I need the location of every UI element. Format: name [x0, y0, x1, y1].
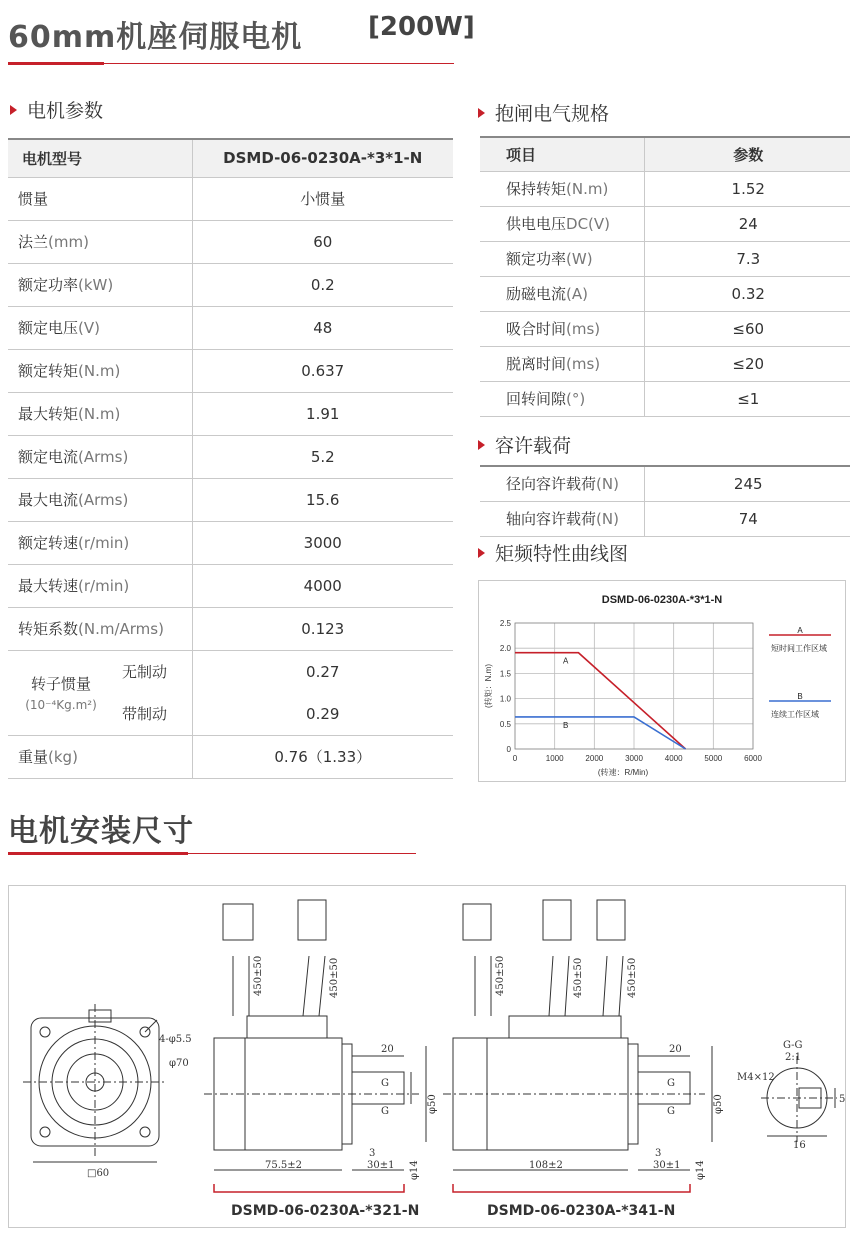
- load-table: [480, 465, 850, 537]
- table-row-load-0-label-text: 径向容许载荷: [506, 475, 597, 494]
- dim-cable-a1: 450±50: [253, 955, 264, 996]
- rotor-inertia-unit: (10⁻⁴Kg.m²): [25, 698, 97, 712]
- table-row-motor-10-label: [8, 607, 192, 650]
- table-row-brake-4-value: ≤60: [644, 311, 850, 346]
- table-header-row: [8, 139, 453, 177]
- table-row-motor-8-value: 3000: [192, 521, 453, 564]
- dim-body-b: 108±2: [529, 1160, 563, 1171]
- table-row-load-0-label: [480, 466, 644, 501]
- col-param: 参数: [644, 137, 850, 171]
- y-axis-label: (转矩：N.m): [484, 664, 493, 708]
- dim-shaft-dia-a: φ14: [409, 1160, 420, 1180]
- dim-cable-b3: 450±50: [627, 957, 638, 998]
- legend-desc-B: 连续工作区域: [771, 710, 819, 719]
- y-tick-label-1: 0.5: [499, 719, 511, 729]
- table-row-brake-5-label-text: 脱离时间: [506, 355, 567, 373]
- table-row-motor-8-unit: (r/min): [78, 534, 130, 552]
- table-row-motor-9-value: 4000: [192, 564, 453, 607]
- dim-cable-a2: 450±50: [329, 957, 340, 998]
- table-row-motor-1-label: [8, 220, 192, 263]
- table-row-motor-7-unit: (Arms): [78, 491, 129, 509]
- dim-thread: M4×12: [737, 1072, 775, 1083]
- table-row-brake-4: [480, 311, 850, 346]
- table-row-motor-4-unit: (N.m): [78, 362, 121, 380]
- series-line-A: [515, 653, 686, 749]
- table-row-motor-9-label-text: 最大转速: [18, 577, 79, 595]
- table-row-motor-2-label-text: 额定功率: [18, 276, 79, 294]
- table-row-brake-4-unit: (ms): [566, 320, 601, 338]
- load-heading-text: 容许载荷: [495, 435, 572, 457]
- table-row-motor-3-value: 48: [192, 306, 453, 349]
- with-brake-value: 0.29: [192, 693, 453, 736]
- col-model-key: 电机型号: [8, 139, 192, 177]
- table-row-motor-5: [8, 392, 453, 435]
- motor-b-side-view: [443, 900, 712, 1170]
- install-heading: 电机安装尺寸: [8, 814, 194, 849]
- table-row-brake-1-value: 24: [644, 206, 850, 241]
- table-row-brake-0-unit: (N.m): [566, 180, 609, 198]
- table-row-brake-2-label-text: 额定功率: [506, 250, 567, 268]
- dimension-drawing-frame: [8, 885, 846, 1228]
- install-underline: [188, 853, 416, 854]
- table-row-brake-0-value: 1.52: [644, 171, 850, 206]
- table-row-motor-10: [8, 607, 453, 650]
- table-row-brake-6-value: ≤1: [644, 381, 850, 416]
- dim-key-b: 30±1: [653, 1160, 681, 1171]
- page-title: 60mm机座伺服电机: [8, 20, 303, 55]
- table-row-brake-2: [480, 241, 850, 276]
- dim-holes: 4-φ5.5: [159, 1034, 192, 1045]
- table-row-motor-1-label-text: 法兰: [18, 233, 49, 251]
- y-tick-label-2: 1.0: [499, 694, 511, 704]
- rotor-inertia-cell: [8, 650, 192, 735]
- table-row-motor-10-label-text: 转矩系数: [18, 620, 79, 638]
- table-row-brake-1: [480, 206, 850, 241]
- x-axis-label: (转速：R/Min): [597, 768, 649, 777]
- dim-g-b2: G: [667, 1106, 675, 1117]
- col-item: 项目: [480, 137, 644, 171]
- bullet-triangle-icon: [478, 548, 485, 558]
- series-label-B: B: [563, 720, 569, 730]
- y-tick-label-5: 2.5: [499, 619, 511, 628]
- table-row-motor-3-unit: (V): [78, 319, 100, 337]
- legend-name-A: A: [797, 626, 803, 635]
- table-row-motor-1-unit: (mm): [48, 233, 89, 251]
- table-row-motor-0: [8, 177, 453, 220]
- bullet-triangle-icon: [478, 440, 485, 450]
- dim-spigot-b: φ50: [713, 1094, 724, 1114]
- dim-key-width: 5: [839, 1094, 845, 1105]
- table-row-motor-6-unit: (Arms): [78, 448, 129, 466]
- rotor-inertia-label: 转子惯量: [30, 675, 91, 693]
- table-row-motor-6-label-text: 额定电流: [18, 448, 79, 466]
- dim-pcd: φ70: [169, 1058, 189, 1069]
- dim-g-a1: G: [381, 1078, 389, 1089]
- table-row-brake-0-label: [480, 171, 644, 206]
- dim-cable-b2: 450±50: [573, 957, 584, 998]
- table-row-brake-3-label: [480, 276, 644, 311]
- model-label-a: DSMD-06-0230A-*321-N: [231, 1203, 420, 1219]
- x-tick-label-1: 1000: [545, 754, 564, 763]
- weight-label: [8, 735, 192, 778]
- table-row-brake-5: [480, 346, 850, 381]
- x-tick-label-2: 2000: [585, 754, 604, 763]
- dim-square: □60: [87, 1168, 110, 1179]
- table-row-motor-6-label: [8, 435, 192, 478]
- table-row-motor-8-label-text: 额定转速: [18, 534, 79, 552]
- dim-key-a: 30±1: [367, 1160, 395, 1171]
- section-label: G-G: [783, 1040, 803, 1051]
- table-row-weight: [8, 735, 453, 778]
- y-tick-label-3: 1.5: [499, 669, 511, 679]
- table-row-brake-5-value: ≤20: [644, 346, 850, 381]
- table-row-motor-7: [8, 478, 453, 521]
- table-row-brake-4-label: [480, 311, 644, 346]
- weight-unit: (kg): [48, 748, 78, 766]
- table-row-motor-9-label: [8, 564, 192, 607]
- x-tick-label-6: 6000: [744, 754, 762, 763]
- bullet-triangle-icon: [478, 108, 485, 118]
- chart-title: DSMD-06-0230A-*3*1-N: [601, 594, 723, 606]
- dimension-drawing: [9, 886, 845, 1227]
- with-brake-label: 带制动: [122, 705, 168, 723]
- bullet-triangle-icon: [10, 105, 17, 115]
- model-label-b: DSMD-06-0230A-*341-N: [487, 1203, 676, 1219]
- dim-step-a: 3: [369, 1148, 376, 1159]
- motor-a-side-view: [204, 900, 426, 1170]
- table-row-motor-10-unit: (N.m/Arms): [78, 620, 164, 638]
- table-row-motor-1-value: 60: [192, 220, 453, 263]
- motor-params-heading: [10, 96, 103, 123]
- table-row-brake-2-unit: (W): [566, 250, 593, 268]
- table-row-rotor-1: [8, 650, 453, 693]
- motor-params-heading-text: 电机参数: [27, 100, 104, 122]
- series-line-B: [515, 717, 686, 749]
- x-tick-label-3: 3000: [625, 754, 643, 763]
- table-row-brake-6-label: [480, 381, 644, 416]
- table-row-load-0: [480, 466, 850, 501]
- table-row-load-1-label-text: 轴向容许载荷: [506, 510, 597, 528]
- table-row-motor-8-label: [8, 521, 192, 564]
- chart-heading: [478, 539, 628, 566]
- table-row-motor-10-value: 0.123: [192, 607, 453, 650]
- table-row-motor-5-label: [8, 392, 192, 435]
- dim-g-a2: G: [381, 1106, 389, 1117]
- table-row-load-0-unit: (N): [596, 475, 619, 494]
- table-row-brake-1-unit: DC(V): [566, 215, 611, 233]
- table-row-motor-8: [8, 521, 453, 564]
- table-row-motor-2-label: [8, 263, 192, 306]
- table-row-load-1-label: [480, 501, 644, 536]
- dim-step-b: 3: [655, 1148, 662, 1159]
- series-label-A: A: [563, 656, 569, 666]
- table-row-brake-3-value: 0.32: [644, 276, 850, 311]
- table-row-load-0-value: 245: [644, 466, 850, 501]
- flange-front-view: [23, 1004, 167, 1162]
- install-underline-accent: [8, 852, 188, 855]
- table-row-brake-4-label-text: 吸合时间: [506, 320, 567, 338]
- table-row-motor-4-value: 0.637: [192, 349, 453, 392]
- torque-chart-frame: [478, 580, 846, 782]
- table-row-motor-2-unit: (kW): [78, 276, 114, 294]
- table-header-row: [480, 137, 850, 171]
- table-row-motor-7-label: [8, 478, 192, 521]
- table-row-load-1: [480, 501, 850, 536]
- table-row-motor-9: [8, 564, 453, 607]
- table-row-brake-6: [480, 381, 850, 416]
- legend-name-B: B: [797, 692, 803, 701]
- weight-value: 0.76（1.33）: [192, 735, 453, 778]
- table-row-brake-2-value: 7.3: [644, 241, 850, 276]
- power-badge: [200W]: [368, 12, 475, 42]
- title-underline-accent: [8, 62, 104, 65]
- brake-heading: [478, 99, 609, 126]
- table-row-brake-3: [480, 276, 850, 311]
- table-row-brake-5-unit: (ms): [566, 355, 601, 373]
- table-row-motor-5-label-text: 最大转矩: [18, 405, 79, 423]
- motor-params-table: [8, 138, 453, 779]
- x-tick-label-5: 5000: [704, 754, 723, 763]
- dim-g-b1: G: [667, 1078, 675, 1089]
- load-heading: [478, 431, 571, 458]
- dim-shaft-len-b: 20: [669, 1044, 682, 1055]
- table-row-motor-4-label-text: 额定转矩: [18, 362, 79, 380]
- table-row-brake-3-unit: (A): [566, 285, 588, 303]
- section-view: [761, 1056, 837, 1142]
- table-row-motor-4-label: [8, 349, 192, 392]
- table-row-brake-0-label-text: 保持转矩: [506, 180, 567, 198]
- dim-shaft-len-a: 20: [381, 1044, 394, 1055]
- table-row-brake-3-label-text: 励磁电流: [506, 285, 567, 303]
- table-row-motor-6-value: 5.2: [192, 435, 453, 478]
- no-brake-value: 0.27: [306, 662, 340, 681]
- table-row-motor-0-value: 小惯量: [192, 177, 453, 220]
- table-row-motor-3: [8, 306, 453, 349]
- table-row-brake-6-unit: (°): [566, 390, 586, 408]
- table-row-motor-6: [8, 435, 453, 478]
- dim-shaft-dia-b: φ14: [695, 1160, 706, 1180]
- table-row-brake-0: [480, 171, 850, 206]
- section-scale: 2:1: [785, 1052, 802, 1063]
- table-row-motor-1: [8, 220, 453, 263]
- dim-body-a: 75.5±2: [265, 1160, 303, 1171]
- title-underline: [104, 63, 454, 64]
- table-row-motor-5-unit: (N.m): [78, 405, 121, 423]
- table-row-brake-1-label: [480, 206, 644, 241]
- dim-cable-b1: 450±50: [495, 955, 506, 996]
- x-tick-label-4: 4000: [664, 754, 683, 763]
- table-row-brake-1-label-text: 供电电压: [506, 215, 567, 233]
- x-tick-label-0: 0: [512, 754, 518, 763]
- table-row-brake-2-label: [480, 241, 644, 276]
- table-row-motor-4: [8, 349, 453, 392]
- table-row-load-1-unit: (N): [596, 510, 619, 528]
- table-row-motor-2-value: 0.2: [192, 263, 453, 306]
- table-row-motor-7-value: 15.6: [192, 478, 453, 521]
- table-row-motor-2: [8, 263, 453, 306]
- table-row-motor-0-label-text: 惯量: [18, 190, 49, 208]
- chart-heading-text: 矩频特性曲线图: [495, 543, 629, 565]
- table-row-brake-6-label-text: 回转间隙: [506, 390, 567, 408]
- table-row-motor-5-value: 1.91: [192, 392, 453, 435]
- table-row-brake-5-label: [480, 346, 644, 381]
- y-tick-label-4: 2.0: [499, 644, 511, 654]
- dim-spigot-a: φ50: [427, 1094, 438, 1114]
- weight-label-text: 重量: [18, 748, 49, 766]
- dim-key-height: 16: [793, 1140, 806, 1151]
- brake-heading-text: 抱闸电气规格: [495, 103, 610, 125]
- table-row-motor-3-label-text: 额定电压: [18, 319, 79, 337]
- table-row-motor-9-unit: (r/min): [78, 577, 130, 595]
- table-row-motor-0-label: [8, 177, 192, 220]
- y-tick-label-0: 0: [506, 745, 511, 754]
- torque-speed-chart: [479, 581, 845, 781]
- table-row-motor-3-label: [8, 306, 192, 349]
- table-row-load-1-value: 74: [644, 501, 850, 536]
- no-brake-label: 无制动: [122, 663, 168, 681]
- brake-table: [480, 136, 850, 417]
- table-row-motor-7-label-text: 最大电流: [18, 491, 79, 509]
- legend-desc-A: 短时间工作区域: [771, 644, 827, 653]
- col-model-value: DSMD-06-0230A-*3*1-N: [192, 139, 453, 177]
